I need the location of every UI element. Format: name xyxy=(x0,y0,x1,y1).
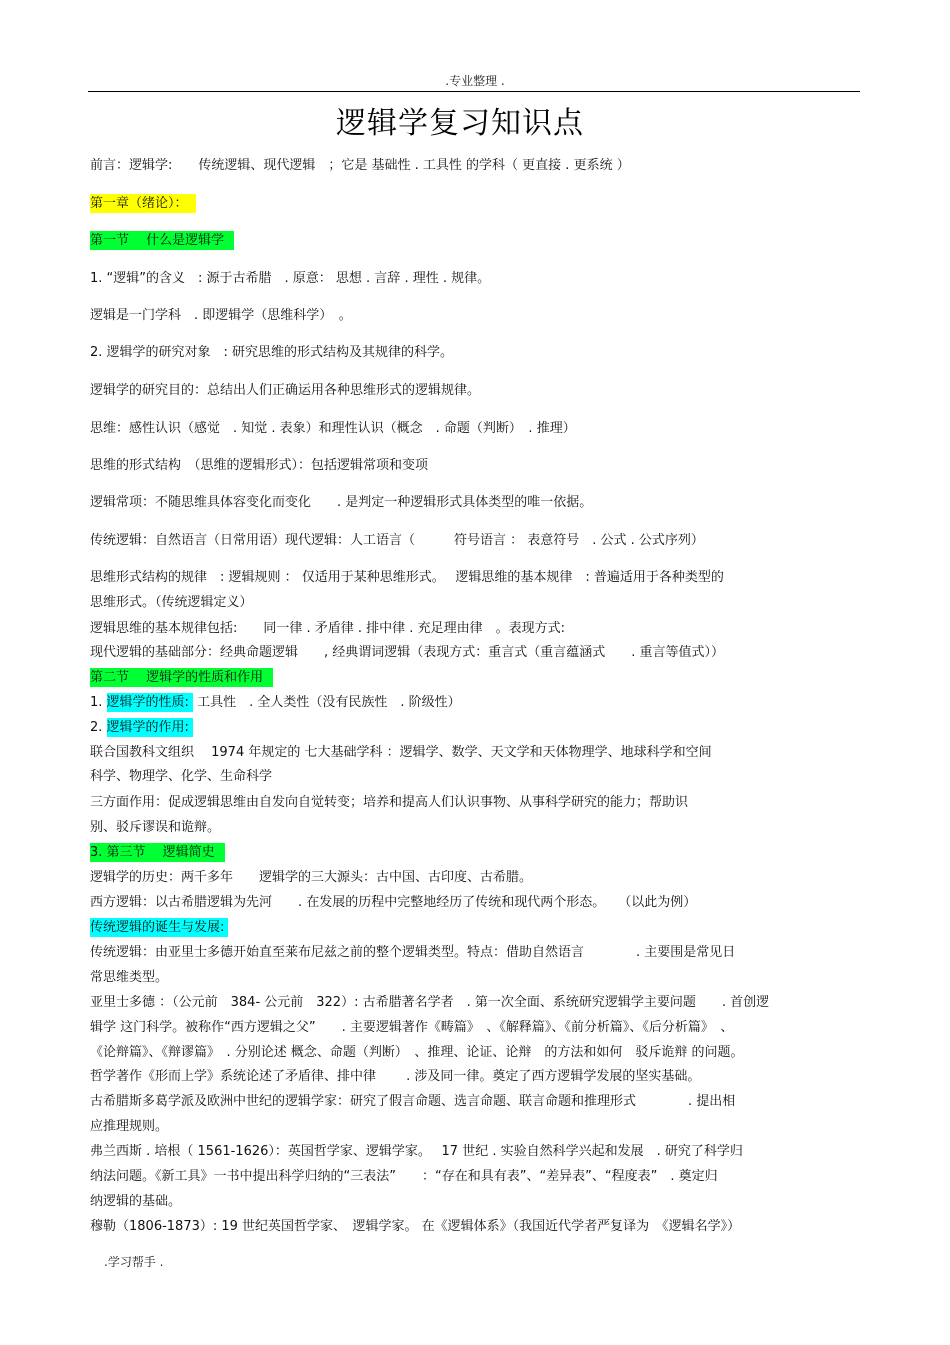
text-line xyxy=(90,1193,181,1210)
text-segment: 1. “逻辑”的含义 : 源于古希腊 . 原意： 思想 . 言辞 . 理性 . 规律。 xyxy=(90,271,491,286)
text-line xyxy=(90,1118,168,1135)
text-segment: 前言：逻辑学: 传统逻辑、现代逻辑 ；它是 基础性 . 工具性 的学科（ 更直接 . 更系统 ） xyxy=(90,158,630,173)
header-rule xyxy=(88,91,860,92)
highlighted-heading: 逻辑学的性质: xyxy=(107,693,193,712)
text-line xyxy=(90,569,724,586)
text-line xyxy=(90,644,724,661)
text-segment: 思维形式。（传统逻辑定义） xyxy=(90,595,253,610)
text-segment: 应推理规则。 xyxy=(90,1119,169,1134)
text-line xyxy=(90,1143,743,1160)
text-segment: 思维形式结构的规律 : 逻辑规则 ： 仅适用于某种思维形式。 逻辑思维的基本规律 : 普遍适用于各种类型的 xyxy=(90,570,724,585)
text-segment: 工具性 . 全人类性（没有民族性 . 阶级性） xyxy=(192,695,461,710)
page-header: .专业整理 . xyxy=(445,74,505,88)
text-line xyxy=(90,794,688,811)
text-line xyxy=(90,1168,718,1185)
text-line xyxy=(90,1019,733,1036)
text-line xyxy=(90,382,480,399)
text-line xyxy=(90,270,490,287)
text-line xyxy=(90,620,565,637)
text-line xyxy=(90,232,234,249)
text-line xyxy=(90,869,532,886)
text-segment: 现代逻辑的基础部分：经典命题逻辑 , 经典谓词逻辑（表现方式：重言式（重言蕴涵式 . 重言等值式）） xyxy=(90,645,725,660)
text-line xyxy=(90,744,712,761)
text-line xyxy=(90,819,220,836)
text-line xyxy=(90,1044,744,1061)
text-segment: 穆勒（1806-1873）: 19 世纪英国哲学家、 逻辑学家。 在《逻辑体系》（我国近代学者严复译为 《逻辑名学》） xyxy=(90,1219,741,1234)
text-line xyxy=(90,994,769,1011)
text-line xyxy=(90,844,225,861)
text-line xyxy=(90,1218,740,1235)
page-footer: .学习帮手 . xyxy=(104,1255,164,1269)
text-segment: 思维的形式结构 （思维的逻辑形式）：包括逻辑常项和变项 xyxy=(90,458,429,473)
text-segment: 逻辑学的历史：两千多年 逻辑学的三大源头：古中国、古印度、古希腊。 xyxy=(90,870,533,885)
text-segment: 传统逻辑：自然语言（日常用语）现代逻辑：人工语言（ 符号语言 ： 表意符号 . 公式 . 公式序列） xyxy=(90,533,704,548)
document-title: 逻辑学复习知识点 xyxy=(336,106,584,141)
text-segment: 西方逻辑：以古希腊逻辑为先河 . 在发展的历程中完整地经历了传统和现代两个形态。 （以此为例） xyxy=(90,895,697,910)
text-line xyxy=(90,894,696,911)
highlighted-heading: 第一章（绪论）： xyxy=(90,194,196,213)
text-segment: 2. 逻辑学的研究对象 : 研究思维的形式结构及其规律的科学。 xyxy=(90,345,454,360)
text-segment: 常思维类型。 xyxy=(90,970,169,985)
text-line xyxy=(90,532,704,549)
text-segment: 逻辑常项：不随思维具体容变化而变化 . 是判定一种逻辑形式具体类型的唯一依据。 xyxy=(90,495,593,510)
text-segment: 逻辑是一门学科 . 即逻辑学（思维科学） 。 xyxy=(90,308,352,323)
text-segment: 古希腊斯多葛学派及欧洲中世纪的逻辑学家：研究了假言命题、选言命题、联言命题和推理形式 . 提出相 xyxy=(90,1094,736,1109)
text-segment: 科学、物理学、化学、生命科学 xyxy=(90,769,273,784)
text-line xyxy=(90,1068,700,1085)
text-segment: 纳法问题。《新工具》一书中提出科学归纳的“三表法” ：“存在和具有表”、“差异表”、“程度表” . 奠定归 xyxy=(90,1169,718,1184)
text-segment: 2. xyxy=(90,720,107,735)
text-line xyxy=(90,594,253,611)
text-line xyxy=(90,157,630,174)
text-line xyxy=(90,768,272,785)
text-line xyxy=(90,457,428,474)
text-segment: 弗兰西斯 . 培根（ 1561-1626）：英国哲学家、逻辑学家。 17 世纪 . 实验自然科学兴起和发展 . 研究了科学归 xyxy=(90,1144,743,1159)
text-segment: 思维：感性认识（感觉 . 知觉 . 表象）和理性认识（概念 . 命题（判断） . 推理） xyxy=(90,421,576,436)
text-segment: 《论辩篇》、《辩谬篇》 . 分别论述 概念、命题（判断） 、推理、论证、论辩 的方法和如何 驳斥诡辩 的问题。 xyxy=(90,1045,744,1060)
text-line xyxy=(90,494,592,511)
text-line xyxy=(90,307,352,324)
text-segment: 逻辑思维的基本规律包括: 同一律 . 矛盾律 . 排中律 . 充足理由律 。表现方式: xyxy=(90,621,565,636)
text-line xyxy=(90,694,461,711)
text-line xyxy=(90,969,168,986)
text-segment: 三方面作用：促成逻辑思维由自发向自觉转变；培养和提高人们认识事物、从事科学研究的能力；帮助识 xyxy=(90,795,689,810)
text-line xyxy=(90,420,576,437)
highlighted-heading: 传统逻辑的诞生与发展: xyxy=(90,918,228,937)
text-line xyxy=(90,719,193,736)
text-segment: 辑学 这门科学。被称作“西方逻辑之父” . 主要逻辑著作《畴篇》 、《解释篇》、《前分析篇》、《后分析篇》 、 xyxy=(90,1020,734,1035)
text-segment: 亚里士多德 ：（公元前 384- 公元前 322）: 古希腊著名学者 . 第一次全面、系统研究逻辑学主要问题 . 首创逻 xyxy=(90,995,770,1010)
text-segment: 哲学著作《形而上学》系统论述了矛盾律、排中律 . 涉及同一律。奠定了西方逻辑学发展的坚实基础。 xyxy=(90,1069,701,1084)
text-line xyxy=(90,1093,735,1110)
highlighted-heading: 第二节 逻辑学的性质和作用 xyxy=(90,668,273,687)
highlighted-heading: 逻辑学的作用: xyxy=(107,718,193,737)
text-segment: 纳逻辑的基础。 xyxy=(90,1194,182,1209)
text-line xyxy=(90,195,196,212)
text-line xyxy=(90,669,273,686)
text-segment: 别、驳斥谬误和诡辩。 xyxy=(90,820,221,835)
text-segment: 逻辑学的研究目的：总结出人们正确运用各种思维形式的逻辑规律。 xyxy=(90,383,481,398)
text-segment: 1. xyxy=(90,695,107,710)
text-line xyxy=(90,344,453,361)
text-line xyxy=(90,919,228,936)
text-segment: 传统逻辑：由亚里士多德开始直至莱布尼兹之前的整个逻辑类型。特点：借助自然语言 . 主要围是常见日 xyxy=(90,945,736,960)
highlighted-heading: 第一节 什么是逻辑学 xyxy=(90,231,234,250)
text-line xyxy=(90,944,735,961)
text-segment: 联合国教科文组织 1974 年规定的 七大基础学科 ：逻辑学、数学、天文学和天体物理学、地球科学和空间 xyxy=(90,745,712,760)
highlighted-heading: 3. 第三节 逻辑简史 xyxy=(90,843,225,862)
